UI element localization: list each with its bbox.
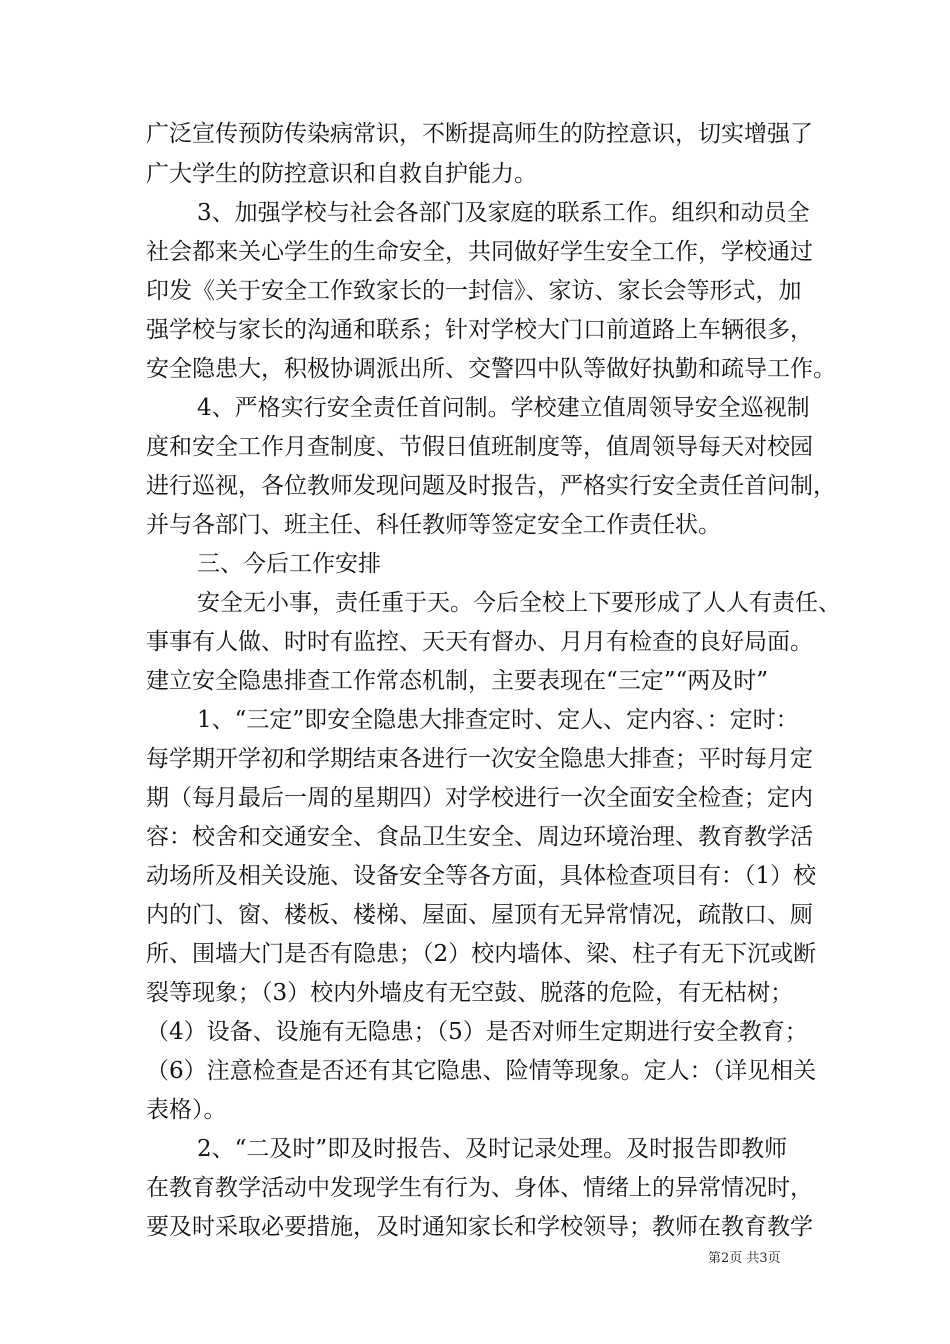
page-number-footer: 第2页 共3页 (708, 1251, 781, 1266)
paragraph-line: 印发《关于安全工作致家长的一封信》、家访、家长会等形式，加 (146, 278, 802, 304)
paragraph-line: 安全隐患大，积极协调派出所、交警四中队等做好执勤和疏导工作。 (146, 356, 836, 382)
paragraph-line: 在教育教学活动中发现学生有行为、身体、情绪上的异常情况时， (146, 1175, 813, 1201)
paragraph-line: 容：校舍和交通安全、食品卫生安全、周边环境治理、教育教学活 (146, 824, 813, 850)
paragraph-line: 内的门、窗、楼板、楼梯、屋面、屋顶有无异常情况，疏散口、厕 (146, 902, 813, 928)
paragraph-line: 建立安全隐患排查工作常态机制，主要表现在“三定”“两及时” (146, 668, 769, 694)
paragraph-line: （4）设备、设施有无隐患；（5）是否对师生定期进行安全教育； (146, 1019, 808, 1045)
section-heading: 三、今后工作安排 (197, 551, 381, 577)
paragraph-line: 安全无小事，责任重于天。今后全校上下要形成了人人有责任、 (197, 590, 841, 616)
paragraph-line: 3、加强学校与社会各部门及家庭的联系工作。组织和动员全 (197, 200, 810, 226)
paragraph-line: 期（每月最后一周的星期四）对学校进行一次全面安全检查；定内 (146, 785, 813, 811)
paragraph-line: 要及时采取必要措施，及时通知家长和学校领导；教师在教育教学 (146, 1214, 813, 1240)
paragraph-line: （6）注意检查是否还有其它隐患、险情等现象。定人：（详见相关 (146, 1058, 817, 1084)
paragraph-line: 广泛宣传预防传染病常识，不断提高师生的防控意识，切实增强了 (146, 121, 813, 147)
paragraph-line: 每学期开学初和学期结束各进行一次安全隐患大排查；平时每月定 (146, 746, 813, 772)
paragraph-line: 动场所及相关设施、设备安全等各方面，具体检查项目有：（1）校 (146, 863, 817, 889)
paragraph-line: 1、“三定”即安全隐患大排查定时、定人、定内容、：定时： (197, 707, 799, 733)
paragraph-line: 并与各部门、班主任、科任教师等签定安全工作责任状。 (146, 512, 721, 538)
paragraph-line: 度和安全工作月查制度、节假日值班制度等，值周领导每天对校园 (146, 434, 813, 460)
paragraph-line: 进行巡视，各位教师发现问题及时报告，严格实行安全责任首问制， (146, 473, 836, 499)
paragraph-line: 所、围墙大门是否有隐患；（2）校内墙体、梁、柱子有无下沉或断 (146, 941, 817, 967)
paragraph-line: 2、“二及时”即及时报告、及时记录处理。及时报告即教师 (197, 1136, 788, 1162)
paragraph-line: 4、严格实行安全责任首问制。学校建立值周领导安全巡视制 (197, 395, 810, 421)
paragraph-line: 表格）。 (146, 1097, 227, 1123)
paragraph-line: 强学校与家长的沟通和联系；针对学校大门口前道路上车辆很多， (146, 317, 813, 343)
paragraph-line: 社会都来关心学生的生命安全，共同做好学生安全工作，学校通过 (146, 239, 813, 265)
paragraph-line: 广大学生的防控意识和自救自护能力。 (146, 161, 537, 187)
paragraph-line: 裂等现象；（3）校内外墙皮有无空鼓、脱落的危险，有无枯树； (146, 980, 794, 1006)
paragraph-line: 事事有人做、时时有监控、天天有督办、月月有检查的良好局面。 (146, 629, 813, 655)
